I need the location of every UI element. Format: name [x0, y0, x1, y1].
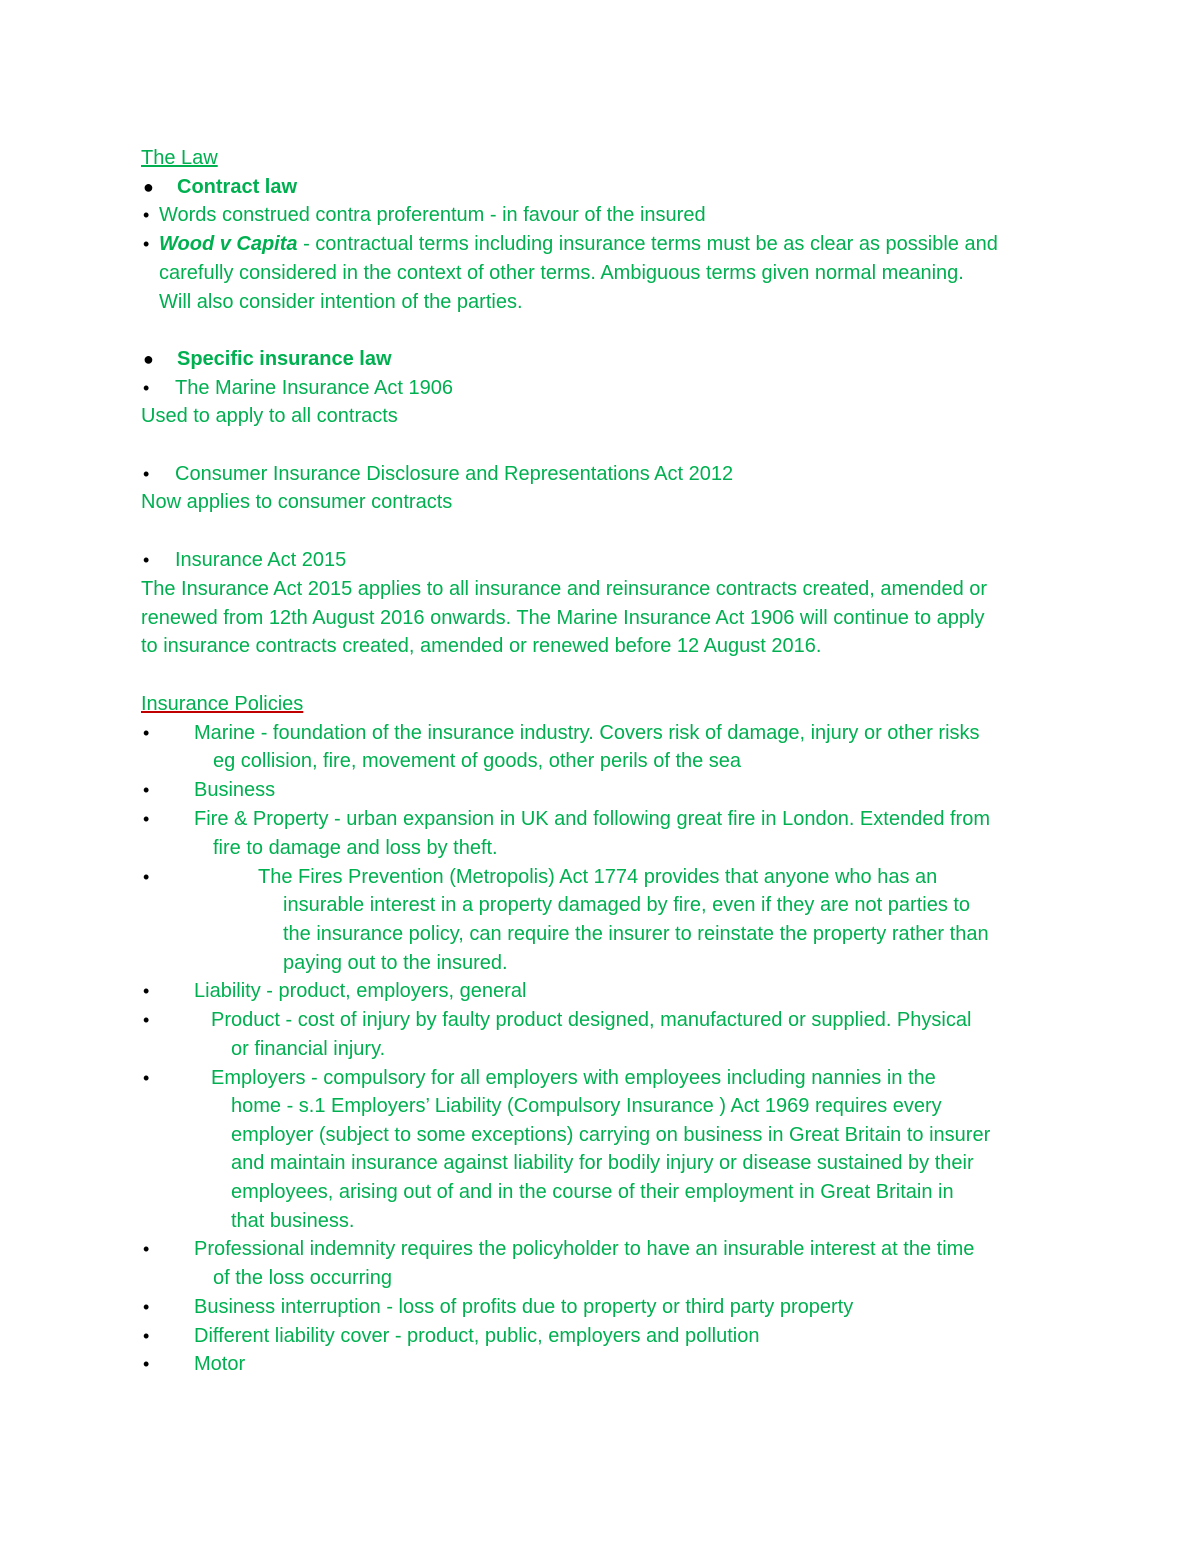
bullet-icon: •	[143, 1297, 150, 1317]
list-item-continuation: of the loss occurring	[213, 1267, 392, 1289]
list-item-continuation: paying out to the insured.	[283, 952, 508, 974]
list-item-professional-indemnity: Professional indemnity requires the policyholder to have an insurable interest at the time	[194, 1238, 975, 1260]
bullet-icon: •	[143, 1239, 150, 1259]
list-item-fire-property: Fire & Property - urban expansion in UK and following great fire in London. Extended from	[194, 808, 990, 830]
list-item-motor: Motor	[194, 1353, 246, 1375]
bullet-icon: •	[143, 234, 150, 254]
bullet-icon: •	[143, 981, 150, 1001]
bullet-icon: •	[143, 205, 150, 225]
list-item-liability: Liability - product, employers, general	[194, 980, 527, 1002]
bullet-icon: •	[143, 1010, 150, 1030]
list-item-business: Business	[194, 779, 276, 801]
list-item-continuation: employer (subject to some exceptions) carrying on business in Great Britain to insurer	[231, 1124, 991, 1146]
list-item-continuation: and maintain insurance against liability for bodily injury or disease sustained by their	[231, 1152, 974, 1174]
list-item-continuation: carefully considered in the context of other terms. Ambiguous terms given normal meaning.	[159, 262, 964, 284]
list-item-continuation: insurable interest in a property damaged by fire, even if they are not parties to	[283, 894, 971, 916]
bullet-icon: ●	[143, 177, 154, 197]
list-item: The Marine Insurance Act 1906	[175, 377, 453, 399]
subheading-specific-insurance-law: Specific insurance law	[177, 348, 392, 370]
list-item-continuation: the insurance policy, can require the insurer to reinstate the property rather than	[283, 923, 989, 945]
list-item-continuation: employees, arising out of and in the course of their employment in Great Britain in	[231, 1181, 954, 1203]
bullet-icon: •	[143, 809, 150, 829]
section-heading-insurance-policies: Insurance Policies	[141, 693, 304, 715]
bullet-icon: •	[143, 1326, 150, 1346]
case-description: - contractual terms including insurance terms must be as clear as possible and	[297, 233, 998, 255]
list-item-continuation: fire to damage and loss by theft.	[213, 837, 498, 859]
list-item-continuation: or financial injury.	[231, 1038, 386, 1060]
bullet-icon: •	[143, 780, 150, 800]
list-item-product: Product - cost of injury by faulty product designed, manufactured or supplied. Physical	[211, 1009, 972, 1031]
bullet-icon: •	[143, 550, 150, 570]
list-item-different-liability: Different liability cover - product, public, employers and pollution	[194, 1325, 760, 1347]
bullet-icon: •	[143, 1354, 150, 1374]
bullet-icon: •	[143, 378, 150, 398]
paragraph: renewed from 12th August 2016 onwards. The Marine Insurance Act 1906 will continue to apply	[141, 607, 985, 629]
case-name: Wood v Capita	[159, 233, 298, 255]
bullet-icon: ●	[143, 349, 154, 369]
bullet-icon: •	[143, 723, 150, 743]
list-item-continuation: eg collision, fire, movement of goods, other perils of the sea	[213, 750, 742, 772]
paragraph: to insurance contracts created, amended or renewed before 12 August 2016.	[141, 635, 822, 657]
paragraph: Now applies to consumer contracts	[141, 491, 453, 513]
list-item-wood-v-capita	[159, 232, 998, 256]
list-item-continuation: home - s.1 Employers’ Liability (Compulsory Insurance ) Act 1969 requires every	[231, 1095, 942, 1117]
bullet-icon: •	[143, 464, 150, 484]
list-item-continuation: Will also consider intention of the parties.	[159, 291, 523, 313]
bullet-icon: •	[143, 1068, 150, 1088]
list-item-continuation: that business.	[231, 1210, 355, 1232]
paragraph: The Insurance Act 2015 applies to all insurance and reinsurance contracts created, amended or	[141, 578, 988, 600]
paragraph: Used to apply to all contracts	[141, 405, 398, 427]
list-item: Insurance Act 2015	[175, 549, 347, 571]
list-item: Consumer Insurance Disclosure and Representations Act 2012	[175, 463, 734, 485]
list-item: Words construed contra proferentum - in favour of the insured	[159, 204, 706, 226]
bullet-icon: •	[143, 867, 150, 887]
list-item-marine: Marine - foundation of the insurance industry. Covers risk of damage, injury or other risks	[194, 722, 980, 744]
list-item-employers: Employers - compulsory for all employers with employees including nannies in the	[211, 1067, 936, 1089]
list-item-business-interruption: Business interruption - loss of profits due to property or third party property	[194, 1296, 854, 1318]
section-heading-the-law: The Law	[141, 147, 218, 169]
subheading-contract-law: Contract law	[177, 176, 298, 198]
list-item-fires-prevention-act: The Fires Prevention (Metropolis) Act 1774 provides that anyone who has an	[258, 866, 938, 888]
